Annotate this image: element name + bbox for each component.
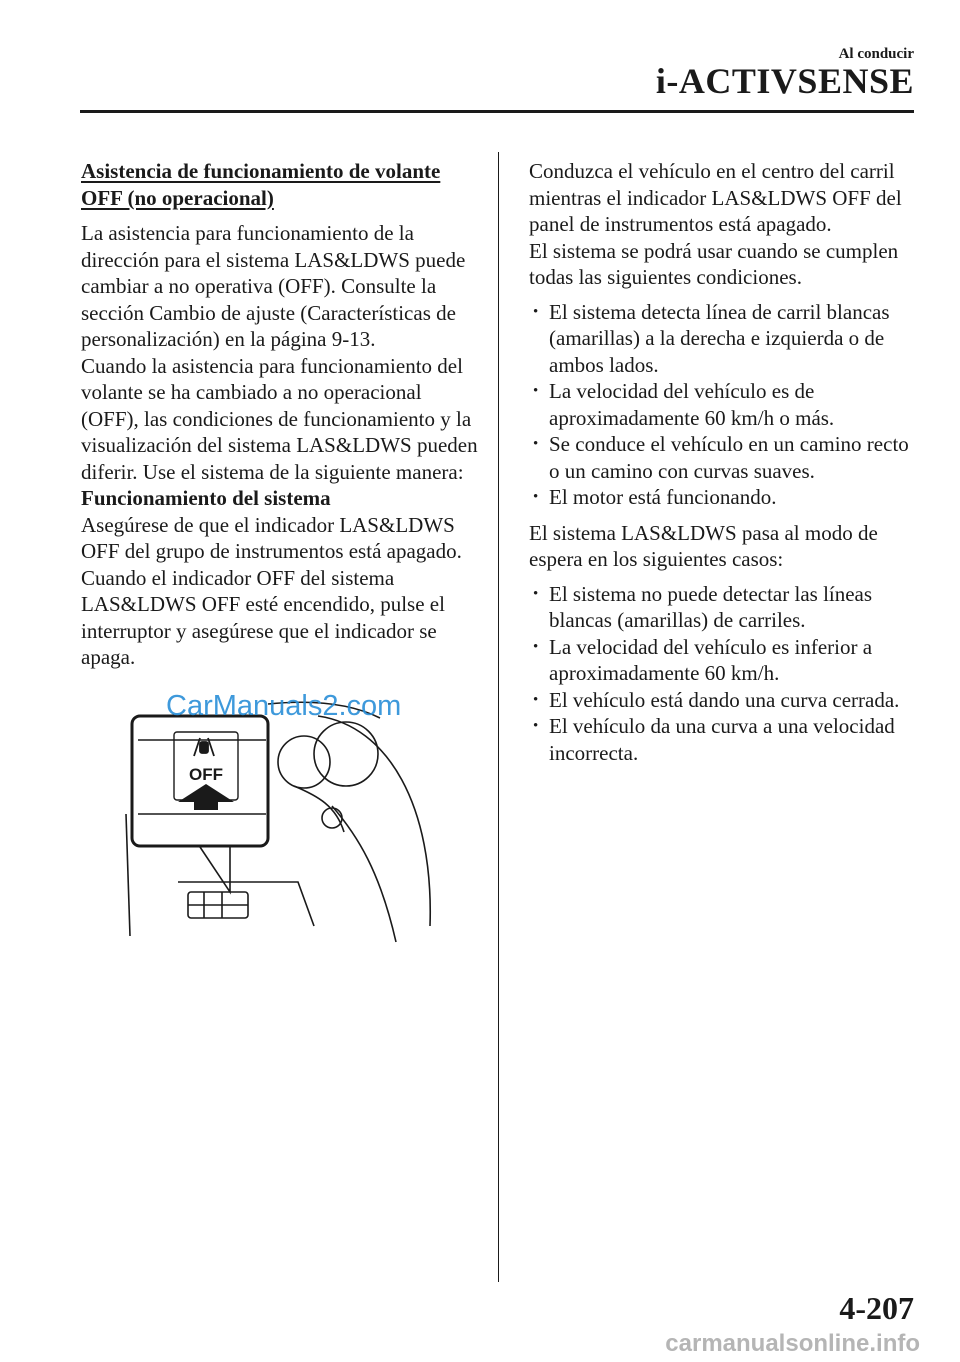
section-heading-line1: Asistencia de funcionamiento de volante — [81, 159, 441, 183]
list-item: • El motor está funcionando. — [529, 484, 919, 511]
list-item: • El sistema no puede detectar las líneas blancas (amarillas) de carriles. — [529, 581, 919, 634]
paragraph-conditions-differ: Cuando la asistencia para funcionamiento del volante se ha cambiado a no operacional (OFF), las condiciones de funcionamiento y la visualización del sistema LAS&LDWS pueden diferir. Use el sistema de la siguiente manera: — [81, 353, 478, 484]
right-column — [529, 158, 919, 766]
list-item: • La velocidad del vehículo es inferior a aproximadamente 60 km/h. — [529, 634, 919, 687]
column-divider — [498, 152, 499, 1282]
left-column — [81, 158, 479, 671]
paragraph-drive-center: Conduzca el vehículo en el centro del carril mientras el indicador LAS&LDWS OFF del panel de instrumentos está apagado. — [529, 159, 902, 236]
paragraph-indicator-check: Asegúrese de que el indicador LAS&LDWS OFF del grupo de instrumentos está apagado. Cuando el indicador OFF del sistema LAS&LDWS OFF esté encendido, pulse el interruptor y asegúrese que el indicador se apaga. — [81, 512, 462, 669]
list-item: • La velocidad del vehículo es de aproximadamente 60 km/h o más. — [529, 378, 919, 431]
list-item: • El sistema detecta línea de carril blancas (amarillas) a la derecha e izquierda o de ambos lados. — [529, 299, 919, 379]
header-rule — [80, 110, 914, 113]
page-number: 4-207 — [839, 1290, 914, 1326]
standby-cases-list — [529, 581, 919, 767]
gauge-left — [278, 736, 330, 788]
steering-wheel — [318, 716, 430, 926]
header-chapter-title: i-ACTIVSENSE — [655, 61, 914, 101]
subheading-system-operation: Funcionamiento del sistema — [81, 486, 331, 510]
header-section-title: Al conducir — [838, 46, 914, 62]
switch-location-illustration — [118, 696, 438, 958]
list-item: • El vehículo da una curva a una velocidad incorrecta. — [529, 713, 919, 766]
paragraph-change-setting: La asistencia para funcionamiento de la dirección para el sistema LAS&LDWS puede cambiar a no operativa (OFF). Consulte la sección Cambio de ajuste (Características de personalización) en la página 9-13. — [81, 221, 466, 351]
list-item: • El vehículo está dando una curva cerrada. — [529, 687, 919, 714]
paragraph-usable-conditions: El sistema se podrá usar cuando se cumplen todas las siguientes condiciones. — [529, 238, 899, 289]
section-heading — [81, 158, 479, 211]
callout-pointer — [198, 844, 230, 892]
section-heading-line2: OFF (no operacional) — [81, 185, 274, 210]
conditions-list — [529, 299, 919, 511]
gauge-right — [314, 722, 378, 786]
watermark-text: CarManuals2.com — [166, 690, 402, 722]
paragraph-standby-intro: El sistema LAS&LDWS pasa al modo de espera en los siguientes casos: — [529, 520, 878, 571]
panel-lower-line — [178, 882, 314, 926]
dashboard-lower-edge — [126, 814, 130, 936]
footer-site-link[interactable]: carmanualsonline.info — [665, 1330, 920, 1357]
switch-off-label: OFF — [189, 765, 223, 784]
list-item: • Se conduce el vehículo en un camino recto o un camino con curvas suaves. — [529, 431, 919, 484]
